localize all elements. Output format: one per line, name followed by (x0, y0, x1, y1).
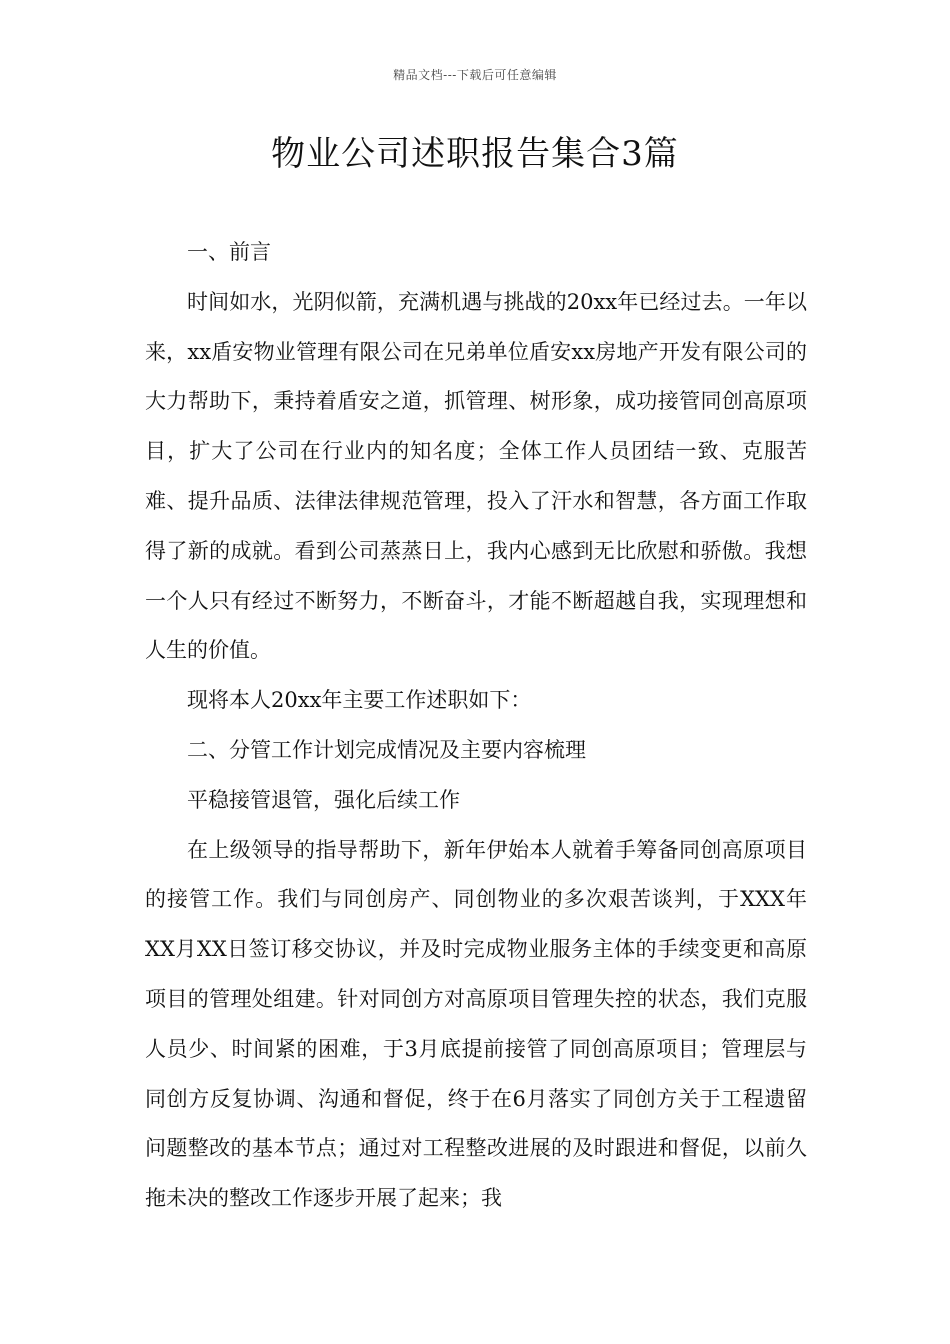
section-heading-preface: 一、前言 (187, 240, 271, 264)
document-body (145, 228, 807, 1224)
document-title: 物业公司述职报告集合3篇 (271, 134, 679, 174)
subsection-heading: 平稳接管退管，强化后续工作 (187, 787, 460, 812)
body-paragraph: 时间如水，光阴似箭，充满机遇与挑战的20xx年已经过去。一年以来，xx盾安物业管理有限公司在兄弟单位盾安xx房地产开发有限公司的大力帮助下，秉持着盾安之道，抓管理、树形象，成功接管同创高原项目，扩大了公司在行业内的知名度；全体工作人员团结一致、克服苦难、提升品质、法律法律规范管理，投入了汗水和智慧，各方面工作取得了新的成就。看到公司蒸蒸日上，我内心感到无比欣慰和骄傲。我想一个人只有经过不断努力，不断奋斗，才能不断超越自我，实现理想和人生的价值。 (145, 289, 807, 663)
section-heading-work-review: 二、分管工作计划完成情况及主要内容梳理 (187, 737, 586, 762)
body-paragraph: 在上级领导的指导帮助下，新年伊始本人就着手筹备同创高原项目的接管工作。我们与同创房产、同创物业的多次艰苦谈判，于XXX年XX月XX日签订移交协议，并及时完成物业服务主体的手续变更和高原项目的管理处组建。针对同创方对高原项目管理失控的状态，我们克服人员少、时间紧的困难，于3月底提前接管了同创高原项目；管理层与同创方反复协调、沟通和督促，终于在6月落实了同创方关于工程遗留问题整改的基本节点；通过对工程整改进展的及时跟进和督促，以前久拖未决的整改工作逐步开展了起来；我 (145, 837, 807, 1211)
header-note: 精品文档---下载后可任意编辑 (393, 68, 557, 82)
body-paragraph: 现将本人20xx年主要工作述职如下： (187, 688, 532, 713)
